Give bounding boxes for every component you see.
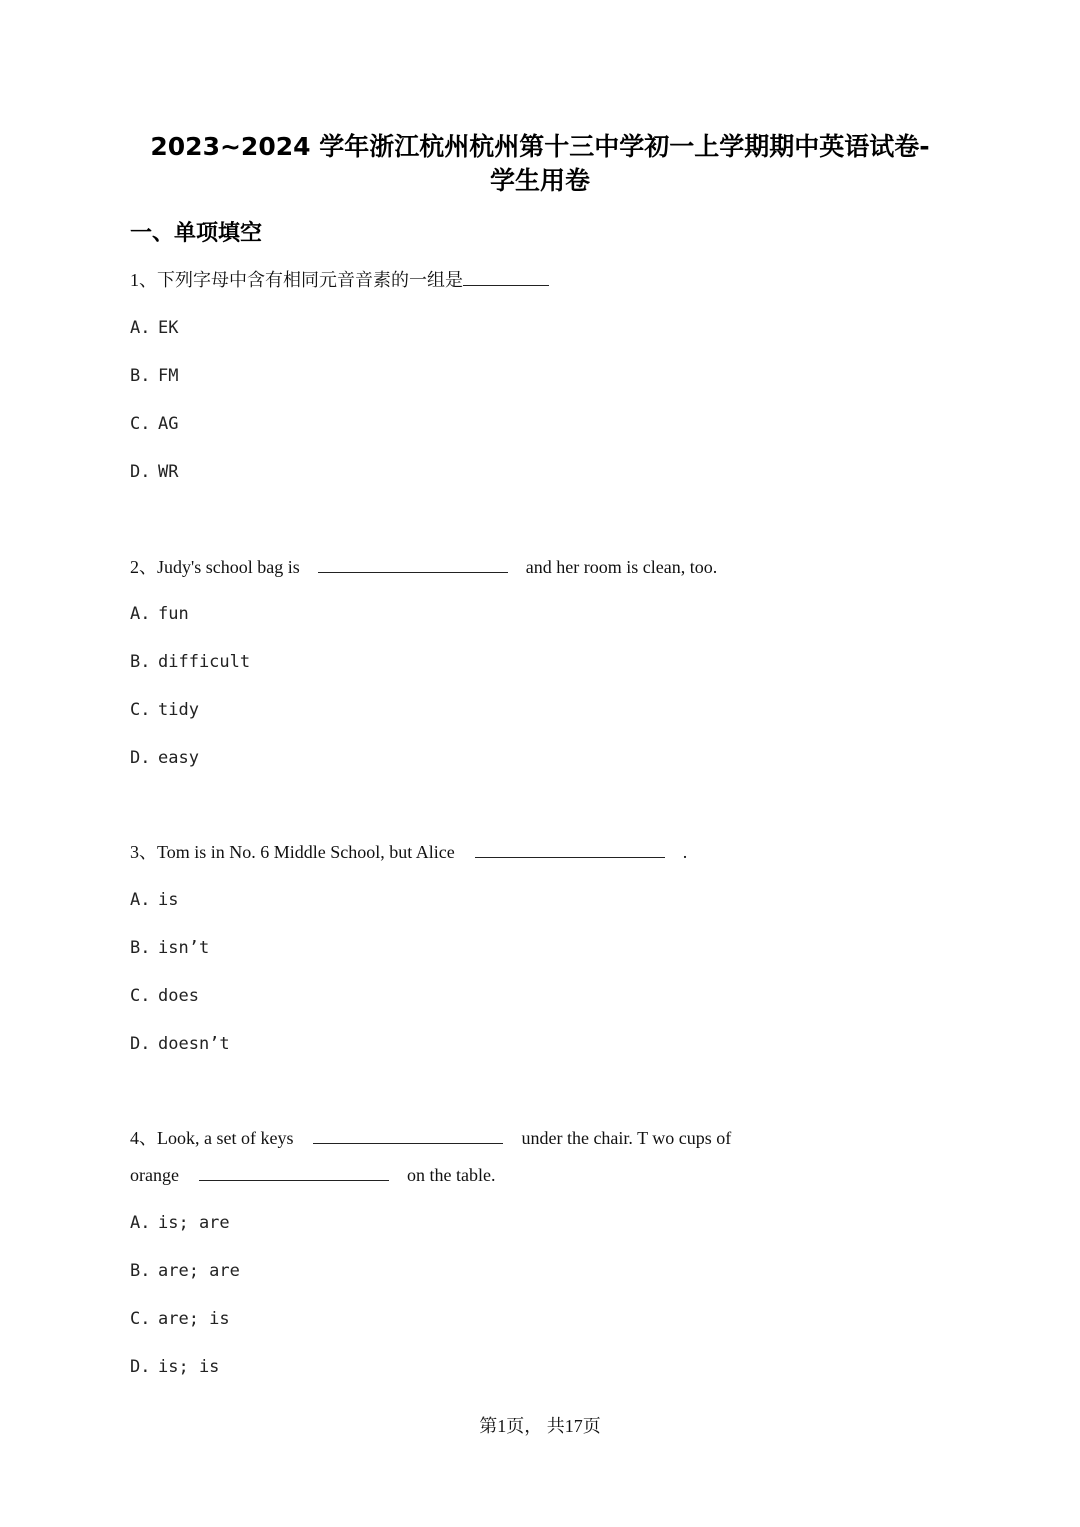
option-text: is; is: [158, 1357, 220, 1377]
document-title-line-1: 2023~2024 学年浙江杭州杭州第十三中学初一上学期期中英语试卷-: [150, 132, 930, 161]
question-text: Tom is in No. 6 Middle School, but Alice: [157, 842, 455, 862]
option-letter: A.: [130, 1213, 151, 1233]
option-text: fun: [158, 604, 189, 624]
option-letter: B.: [130, 1261, 151, 1281]
question-text-line2: orange: [130, 1165, 179, 1185]
option-text: difficult: [158, 652, 251, 672]
question-1-option-b[interactable]: [130, 363, 178, 389]
option-letter: D.: [130, 1357, 151, 1377]
option-text: are; is: [158, 1309, 230, 1329]
question-2-option-a[interactable]: [130, 601, 189, 627]
option-text: are; are: [158, 1261, 240, 1281]
question-number: 4、: [130, 1128, 157, 1148]
question-1-option-c[interactable]: [130, 411, 178, 437]
question-2: [130, 553, 717, 581]
question-3-option-b[interactable]: [130, 935, 209, 961]
question-3-option-c[interactable]: [130, 983, 199, 1009]
option-text: AG: [158, 414, 179, 434]
option-text: easy: [158, 748, 199, 768]
option-letter: D.: [130, 462, 151, 482]
page-number-footer: 第1页， 共17页: [479, 1416, 601, 1436]
option-letter: D.: [130, 1034, 151, 1054]
option-text: is: [158, 890, 179, 910]
question-number: 3、: [130, 842, 157, 862]
option-letter: B.: [130, 938, 151, 958]
option-letter: C.: [130, 414, 151, 434]
question-text: Look, a set of keys: [157, 1128, 294, 1148]
question-text-after: .: [682, 842, 688, 862]
option-letter: A.: [130, 604, 151, 624]
answer-blank[interactable]: [313, 1125, 503, 1144]
question-4-line-2: [130, 1161, 495, 1189]
question-4: [130, 1124, 731, 1152]
option-letter: A.: [130, 318, 151, 338]
question-1: [130, 266, 549, 294]
option-text: doesn’t: [158, 1034, 230, 1054]
question-2-option-b[interactable]: [130, 649, 250, 675]
option-text: EK: [158, 318, 179, 338]
question-text-middle: under the chair. T wo cups of: [521, 1128, 732, 1148]
option-letter: C.: [130, 1309, 151, 1329]
question-text: 下列字母中含有相同元音音素的一组是: [157, 270, 463, 290]
question-2-option-c[interactable]: [130, 697, 199, 723]
question-2-option-d[interactable]: [130, 745, 199, 771]
option-letter: C.: [130, 700, 151, 720]
option-text: does: [158, 986, 199, 1006]
option-letter: B.: [130, 366, 151, 386]
question-4-option-a[interactable]: [130, 1210, 230, 1236]
question-3-option-d[interactable]: [130, 1031, 230, 1057]
question-text: Judy's school bag is: [157, 557, 300, 577]
question-text-line2-after: on the table.: [406, 1165, 496, 1185]
question-text-after: and her room is clean, too.: [525, 557, 718, 577]
option-text: is; are: [158, 1213, 230, 1233]
option-letter: B.: [130, 652, 151, 672]
option-letter: A.: [130, 890, 151, 910]
question-4-option-c[interactable]: [130, 1306, 230, 1332]
option-text: isn’t: [158, 938, 210, 958]
answer-blank[interactable]: [318, 554, 508, 573]
question-4-option-b[interactable]: [130, 1258, 240, 1284]
option-text: WR: [158, 462, 179, 482]
answer-blank[interactable]: [463, 267, 549, 286]
question-1-option-d[interactable]: [130, 459, 178, 485]
option-text: tidy: [158, 700, 199, 720]
question-number: 2、: [130, 557, 157, 577]
document-title-line-2: 学生用卷: [489, 166, 590, 195]
answer-blank[interactable]: [475, 839, 665, 858]
question-3-option-a[interactable]: [130, 887, 178, 913]
question-4-option-d[interactable]: [130, 1354, 219, 1380]
option-letter: C.: [130, 986, 151, 1006]
document-title: [0, 130, 1080, 198]
section-heading: 一、单项填空: [130, 221, 263, 246]
question-number: 1、: [130, 270, 157, 290]
option-letter: D.: [130, 748, 151, 768]
answer-blank[interactable]: [199, 1162, 389, 1181]
question-3: [130, 838, 687, 866]
question-1-option-a[interactable]: [130, 315, 178, 341]
option-text: FM: [158, 366, 179, 386]
